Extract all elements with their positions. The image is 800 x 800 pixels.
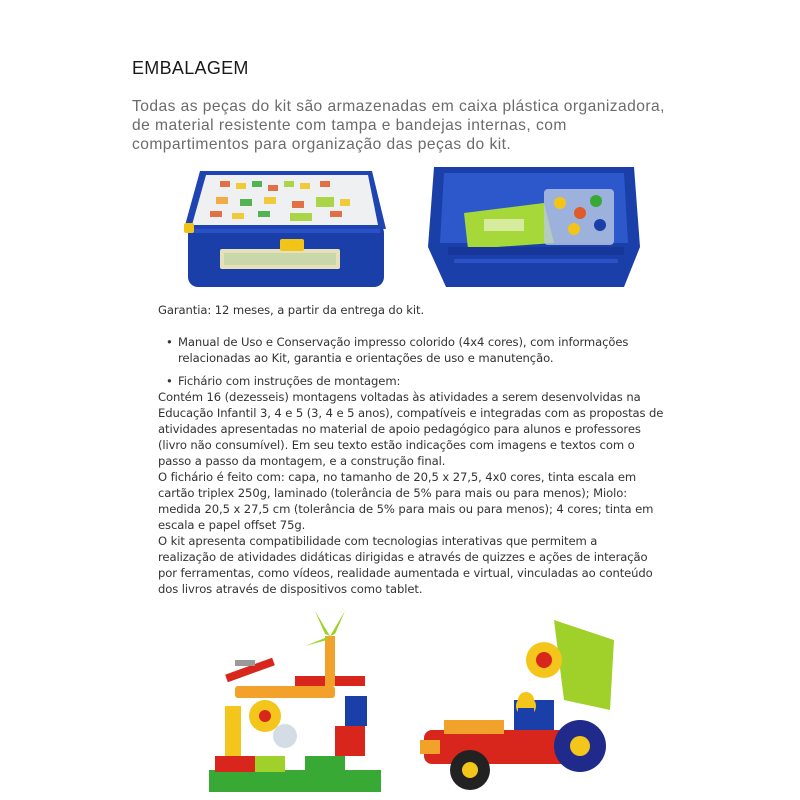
bullet-dot: • — [166, 374, 173, 388]
intro-line: Todas as peças do kit são armazenadas em caixa plástica organizadora, — [132, 98, 665, 115]
warranty-text: Garantia: 12 meses, a partir da entrega do kit. — [158, 303, 425, 317]
body-line: dos livros através de dispositivos como tablet. — [158, 582, 423, 596]
bullet-manual — [158, 334, 658, 366]
bullet-dot: • — [166, 335, 173, 349]
body-line: (livro não consumível). Em seu texto estão indicações com imagens e textos com o — [158, 438, 635, 452]
bullet-fichario — [158, 373, 658, 389]
closed-box-photo — [180, 163, 392, 291]
open-box-photo — [424, 163, 644, 291]
body-line: cartão triplex 250g, laminado (tolerância de 5% para mais ou para menos); Miolo: — [158, 486, 628, 500]
body-line: O kit apresenta compatibilidade com tecnologias interativas que permitem a — [158, 534, 598, 548]
intro-paragraph — [132, 97, 692, 154]
body-line: atividades apresentadas no material de apoio pedagógico para alunos e professores — [158, 422, 641, 436]
body-paragraph — [158, 389, 664, 597]
body-line: escala e papel offset 75g. — [158, 518, 306, 532]
bullet-line: Manual de Uso e Conservação impresso colorido (4x4 cores), com informações — [178, 335, 629, 349]
windmill-model-photo — [205, 606, 385, 796]
body-line: Educação Infantil 3, 4 e 5 (3, 4 e 5 anos), compatíveis e integradas com as propostas de — [158, 406, 664, 420]
intro-line: de material resistente com tampa e bandejas internas, com — [132, 117, 567, 134]
section-title: EMBALAGEM — [132, 58, 249, 78]
intro-line: compartimentos para organização das peças do kit. — [132, 136, 512, 153]
body-line: Contém 16 (dezesseis) montagens voltadas às atividades a serem desenvolvidas na — [158, 390, 641, 404]
body-line: medida 20,5 x 27,5 cm (tolerância de 5% para mais ou para menos); 4 cores; tinta em — [158, 502, 654, 516]
body-line: O fichário é feito com: capa, no tamanho de 20,5 x 27,5, 4x0 cores, tinta escala em — [158, 470, 637, 484]
car-model-photo — [414, 620, 614, 798]
body-line: por ferramentas, como vídeos, realidade aumentada e virtual, vinculadas ao conteúdo — [158, 566, 653, 580]
bullet-line: relacionadas ao Kit, garantia e orientações de uso e manutenção. — [178, 351, 554, 365]
body-line: realização de atividades didáticas dirigidas e através de quizzes e ações de interação — [158, 550, 648, 564]
body-line: passo a passo da montagem, e a construção final. — [158, 454, 446, 468]
bullet-line: Fichário com instruções de montagem: — [178, 374, 401, 388]
